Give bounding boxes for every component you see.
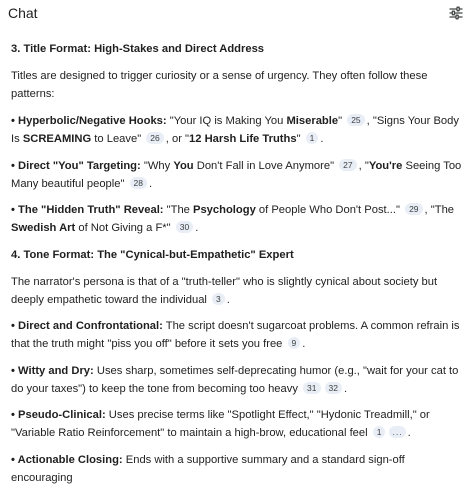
bold-text: Swedish Art bbox=[11, 222, 76, 234]
citation-chip[interactable]: ... bbox=[389, 426, 405, 438]
message-block-pseudo bbox=[11, 406, 466, 442]
text-span: "Your IQ is Making You bbox=[166, 114, 287, 127]
message-block-p2 bbox=[11, 273, 466, 309]
citation-chip[interactable]: 30 bbox=[176, 221, 193, 233]
text-span: . bbox=[226, 293, 230, 306]
tune-icon bbox=[449, 6, 463, 20]
citation-chip[interactable]: 1 bbox=[306, 132, 319, 144]
chat-header bbox=[0, 0, 474, 26]
text-span: " bbox=[296, 132, 304, 145]
citation-chip[interactable]: 31 bbox=[303, 382, 320, 394]
text-span: Titles are designed to trigger curiosity or a sense of urgency. They often follow these patterns: bbox=[11, 70, 428, 100]
text-span: to Leave" bbox=[91, 132, 145, 145]
text-span: . bbox=[302, 338, 306, 350]
chat-message bbox=[11, 40, 466, 495]
citation-chip[interactable]: 1 bbox=[373, 426, 386, 438]
text-span: "Why bbox=[140, 159, 174, 172]
text-span: . bbox=[149, 177, 153, 190]
text-span: , "Signs Your Body Is bbox=[11, 114, 459, 145]
text-span: , " bbox=[358, 159, 369, 172]
message-block-direct bbox=[11, 317, 466, 353]
bold-text: • The "Hidden Truth" Reveal: bbox=[11, 204, 164, 216]
text-span: The script doesn't sugarcoat problems. A common refrain is that the truth might "piss you off" before it sets you free bbox=[11, 320, 460, 350]
citation-chip[interactable]: 3 bbox=[212, 293, 225, 305]
bold-text: • Actionable Closing: bbox=[11, 453, 123, 466]
bold-text: • Pseudo-Clinical: bbox=[11, 409, 106, 421]
bold-text: Miserable bbox=[286, 114, 339, 127]
text-span: . bbox=[320, 132, 324, 145]
message-block-hooks bbox=[11, 112, 466, 148]
citation-chip[interactable]: 25 bbox=[347, 114, 364, 126]
bold-text: • Witty and Dry: bbox=[11, 364, 94, 377]
text-span: Uses sharp, sometimes self-deprecating humor (e.g., "wait for your cat to do your taxes") to keep the tone from becoming too heavy bbox=[11, 364, 459, 395]
bold-text: 4. Tone Format: The "Cynical-but-Empathetic" Expert bbox=[11, 248, 294, 261]
message-block-h4 bbox=[11, 246, 466, 264]
citation-chip[interactable]: 9 bbox=[288, 337, 301, 349]
bold-text: You bbox=[173, 159, 194, 172]
bold-text: • Direct "You" Targeting: bbox=[11, 159, 141, 172]
text-span: The narrator's persona is that of a "truth-teller" who is slightly cynical about society but deeply empathetic toward the individual bbox=[11, 275, 438, 306]
bold-text: 12 Harsh Life Truths bbox=[189, 132, 297, 145]
text-span: Don't Fall in Love Anymore" bbox=[193, 159, 338, 172]
text-span: . bbox=[195, 222, 199, 234]
citation-chip[interactable]: 29 bbox=[405, 203, 422, 215]
text-span: Seeing Too Many beautiful people" bbox=[11, 159, 462, 190]
text-span: of People Who Don't Post..." bbox=[255, 204, 404, 216]
message-block-p1 bbox=[11, 67, 466, 103]
text-span: of Not Giving a F*" bbox=[75, 222, 174, 234]
chat-title: Chat bbox=[8, 5, 38, 21]
bold-text: SCREAMING bbox=[22, 132, 92, 145]
message-block-h3 bbox=[11, 40, 466, 58]
bold-text: Psychology bbox=[193, 204, 256, 216]
message-block-truth bbox=[11, 201, 466, 237]
citation-chip[interactable]: 32 bbox=[325, 382, 342, 394]
citation-chip[interactable]: 28 bbox=[130, 177, 147, 189]
text-span: . bbox=[407, 427, 411, 439]
text-span: "The bbox=[163, 204, 193, 216]
text-span: , or " bbox=[165, 132, 190, 145]
message-block-witty bbox=[11, 362, 466, 398]
bold-text: You're bbox=[368, 159, 403, 172]
citation-chip[interactable]: 27 bbox=[339, 159, 356, 171]
message-block-you bbox=[11, 157, 466, 193]
text-span: Uses precise terms like "Spotlight Effect," "Hydonic Treadmill," or "Variable Ratio Reinforcement" to maintain a high-brow, educational feel bbox=[11, 409, 430, 439]
text-span: Ends with a supportive summary and a standard sign-off encouraging bbox=[11, 453, 405, 484]
bold-text: • Hyperbolic/Negative Hooks: bbox=[11, 114, 167, 127]
text-span: " bbox=[338, 114, 346, 127]
settings-button[interactable] bbox=[446, 3, 466, 23]
bold-text: 3. Title Format: High-Stakes and Direct Address bbox=[11, 43, 265, 55]
text-span: . bbox=[343, 382, 348, 395]
message-block-closing bbox=[11, 451, 466, 487]
citation-chip[interactable]: 26 bbox=[146, 132, 163, 144]
bold-text: • Direct and Confrontational: bbox=[11, 320, 163, 332]
text-span: , "The bbox=[424, 204, 455, 216]
